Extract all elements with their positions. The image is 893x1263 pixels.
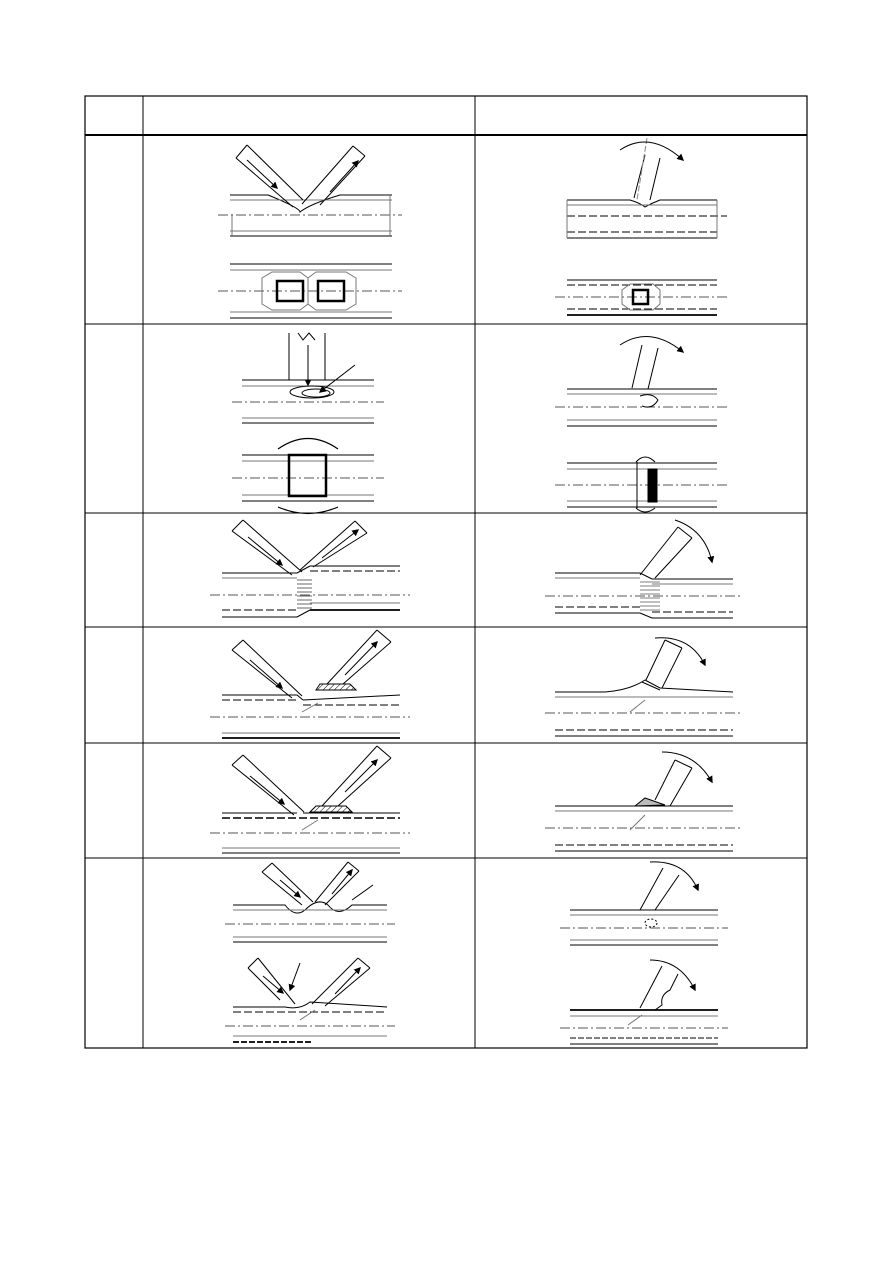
row-4-col-b [545,638,743,736]
row-6-col-a-elevation-2 [225,958,395,1042]
row-1-col-b-plan [555,280,727,315]
row-6-col-b-elevation [560,862,728,945]
row-1-col-a-plan [218,264,402,318]
row-2-col-b-plan [555,457,727,512]
row-2-col-a-plan [232,439,384,514]
row-3-col-b [545,520,743,618]
row-2-col-a-elevation [232,333,384,423]
row-1-col-b-elevation [567,138,727,238]
row-5-col-a [210,746,410,853]
row-5-col-b [545,752,743,851]
table-grid [85,96,807,1048]
row-4-col-a [210,630,410,738]
row-6-col-a-elevation [225,862,395,942]
row-2-col-b-elevation [555,336,727,426]
row-1-col-a-elevation [218,145,402,236]
row-6-col-b-elevation-2 [560,960,728,1044]
row-3-col-a [210,520,410,617]
